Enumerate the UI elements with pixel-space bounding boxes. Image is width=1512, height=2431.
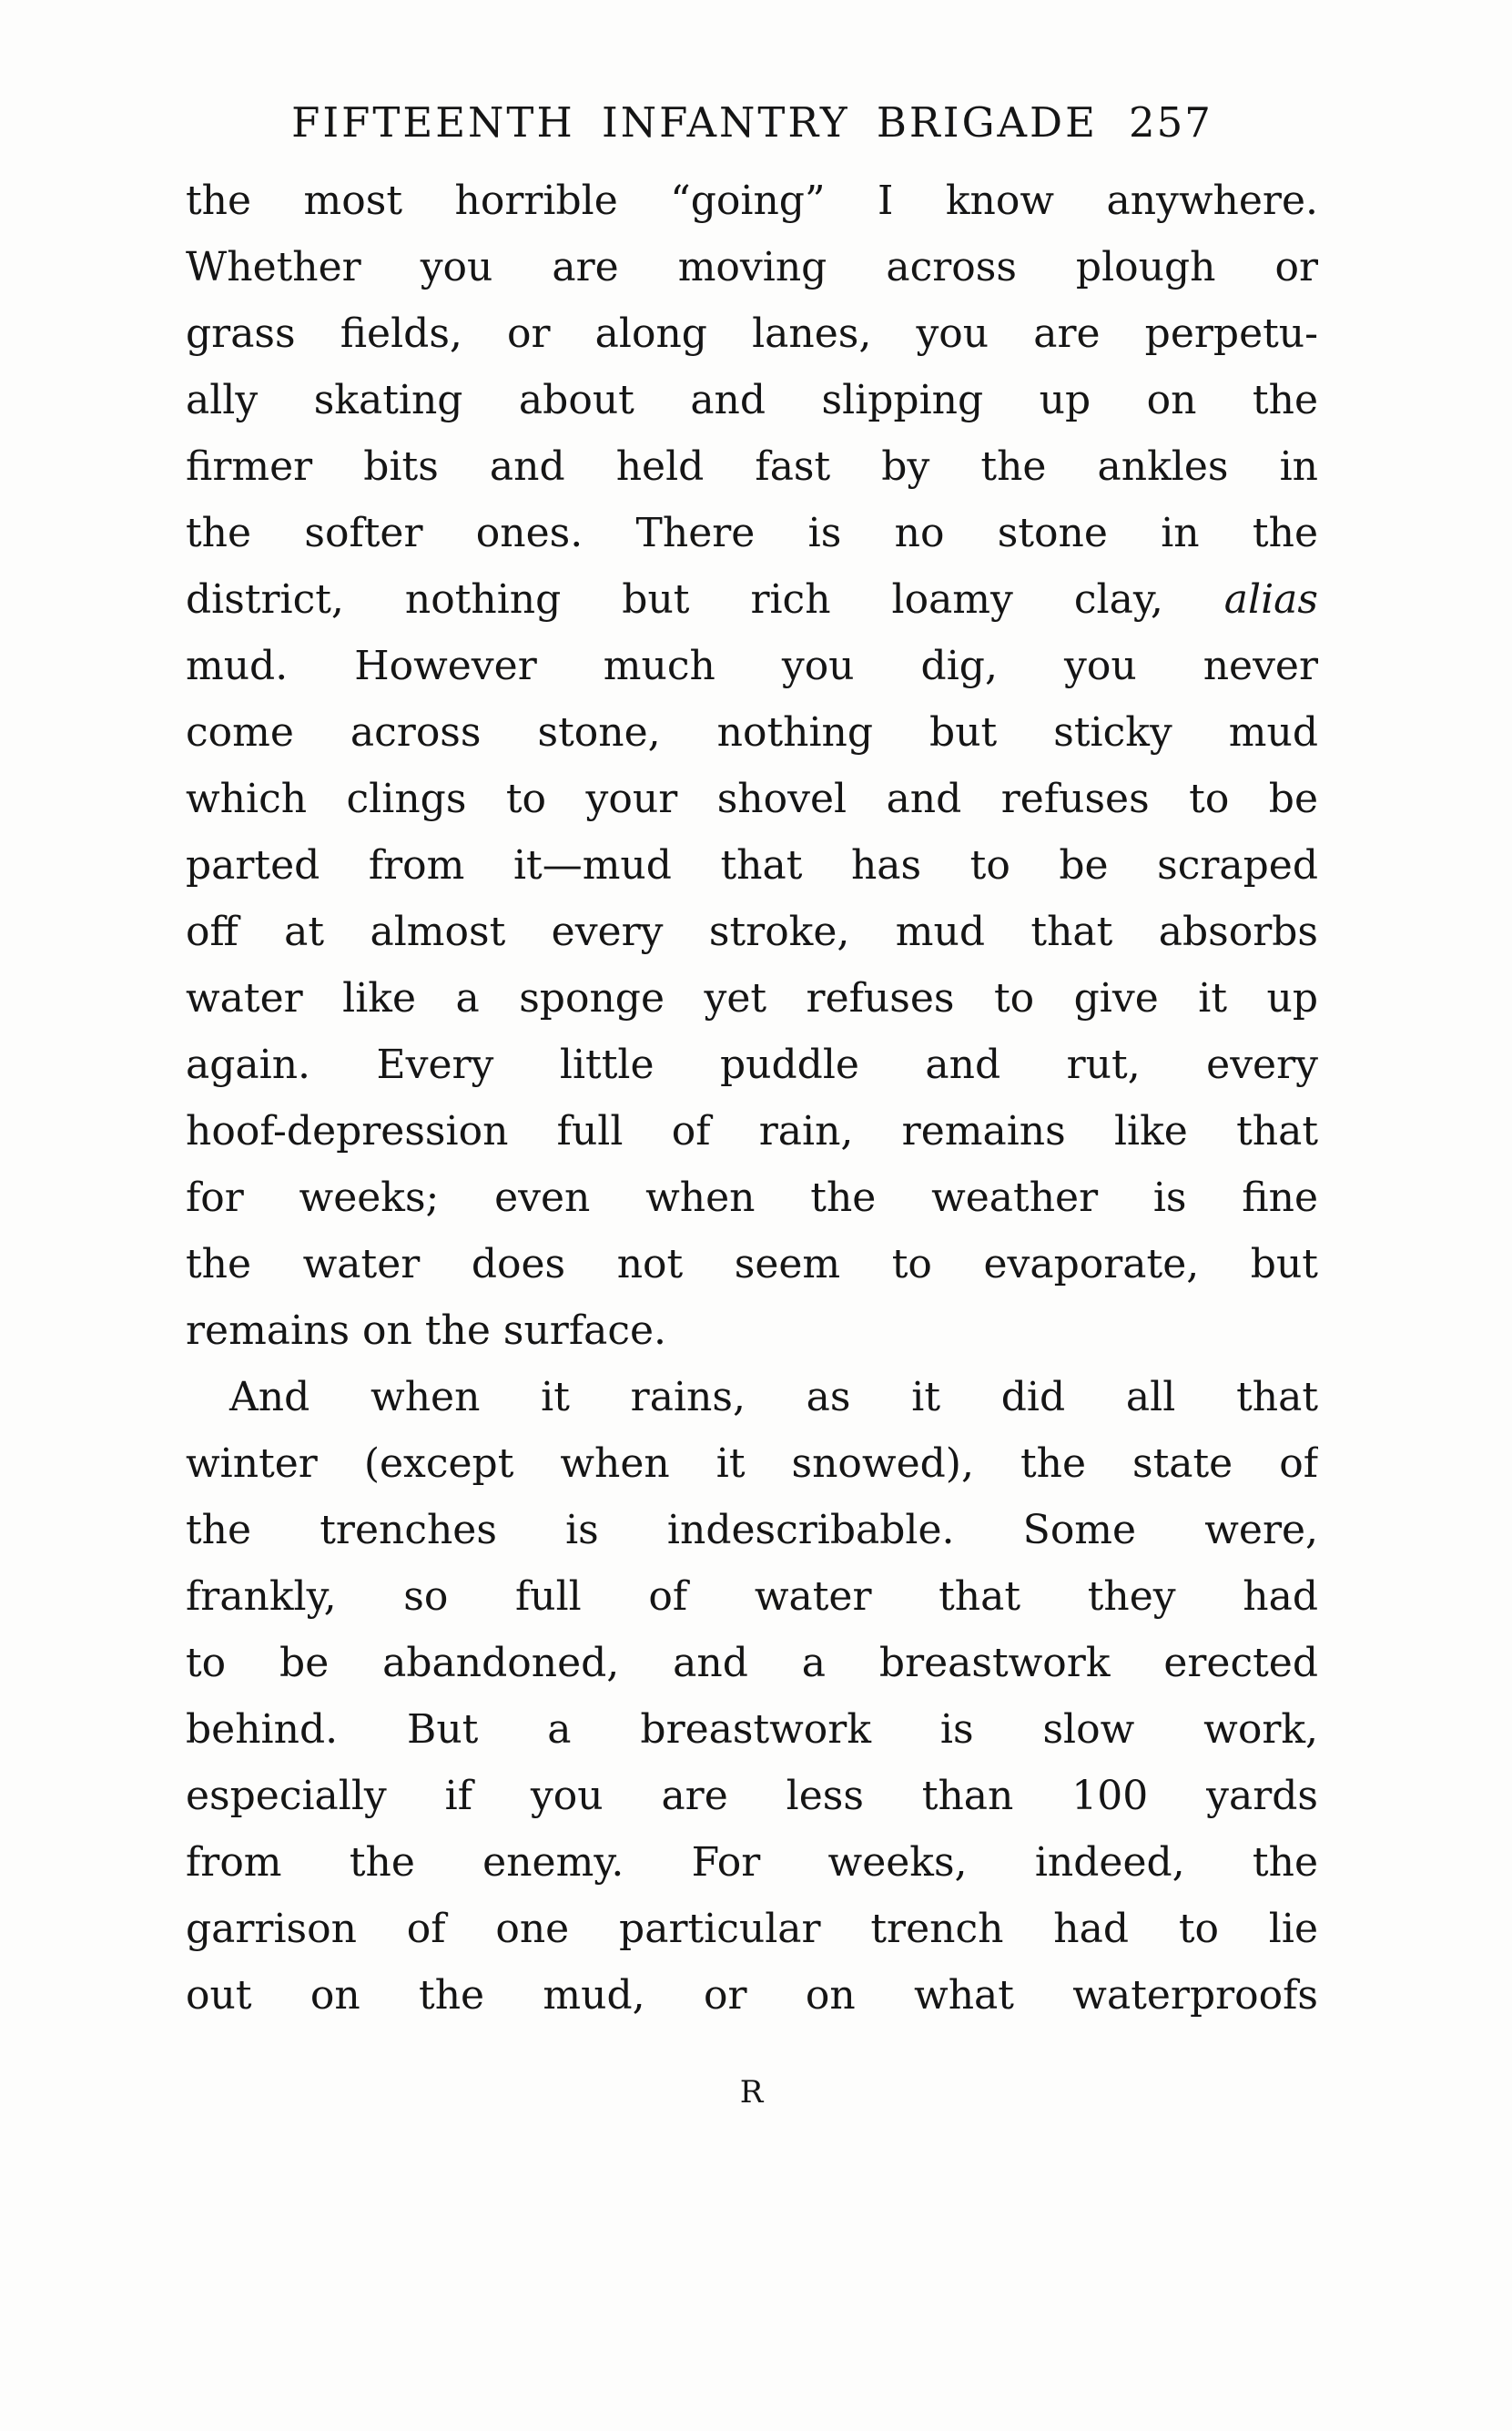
text-line: ally skating about and slipping up on the [186, 377, 1318, 423]
paragraph-2 [186, 1364, 1318, 2029]
text-block [186, 97, 1318, 2111]
text-segment: district, nothing but rich loamy clay, [186, 576, 1224, 623]
text-line: again. Every little puddle and rut, every [186, 1042, 1318, 1088]
text-line: the water does not seem to evaporate, but [186, 1241, 1318, 1287]
page-number: 257 [1128, 98, 1213, 147]
text-line: the softer ones. There is no stone in the [186, 510, 1318, 556]
text-line: come across stone, nothing but sticky mud [186, 709, 1318, 756]
text-line: out on the mud, or on what waterproofs [186, 1972, 1318, 2019]
text-line: remains on the surface. [186, 1307, 666, 1354]
text-line: firmer bits and held fast by the ankles in [186, 443, 1318, 490]
text-line: parted from it—mud that has to be scraped [186, 842, 1318, 889]
paragraph-1 [186, 168, 1318, 1364]
text-line: frankly, so full of water that they had [186, 1573, 1318, 1620]
text-line: And when it rains, as it did all that [229, 1374, 1318, 1420]
text-line: behind. But a breastwork is slow work, [186, 1706, 1318, 1753]
signature-mark: R [739, 2074, 765, 2111]
text-line [186, 566, 1318, 633]
text-line: mud. However much you dig, you never [186, 643, 1318, 689]
text-line: which clings to your shovel and refuses to be [186, 776, 1318, 822]
running-header-title: FIFTEENTH INFANTRY BRIGADE [291, 98, 1098, 147]
text-line: from the enemy. For weeks, indeed, the [186, 1839, 1318, 1886]
text-segment-italic: alias [1223, 576, 1318, 623]
text-line: off at almost every stroke, mud that absorbs [186, 909, 1318, 955]
text-line: for weeks; even when the weather is fine [186, 1175, 1318, 1221]
text-line: the most horrible “going” I know anywhere. [186, 178, 1318, 224]
text-line: grass fields, or along lanes, you are perpetu- [186, 310, 1318, 357]
text-line: the trenches is indescribable. Some were, [186, 1507, 1318, 1553]
text-line: garrison of one particular trench had to lie [186, 1906, 1318, 1952]
text-line: to be abandoned, and a breastwork erected [186, 1640, 1318, 1686]
text-line: hoof-depression full of rain, remains like that [186, 1108, 1318, 1154]
text-line: winter (except when it snowed), the state of [186, 1440, 1318, 1487]
text-line: Whether you are moving across plough or [186, 244, 1318, 290]
text-line: especially if you are less than 100 yards [186, 1773, 1318, 1819]
running-header [186, 97, 1318, 149]
text-line: water like a sponge yet refuses to give it up [186, 975, 1318, 1022]
